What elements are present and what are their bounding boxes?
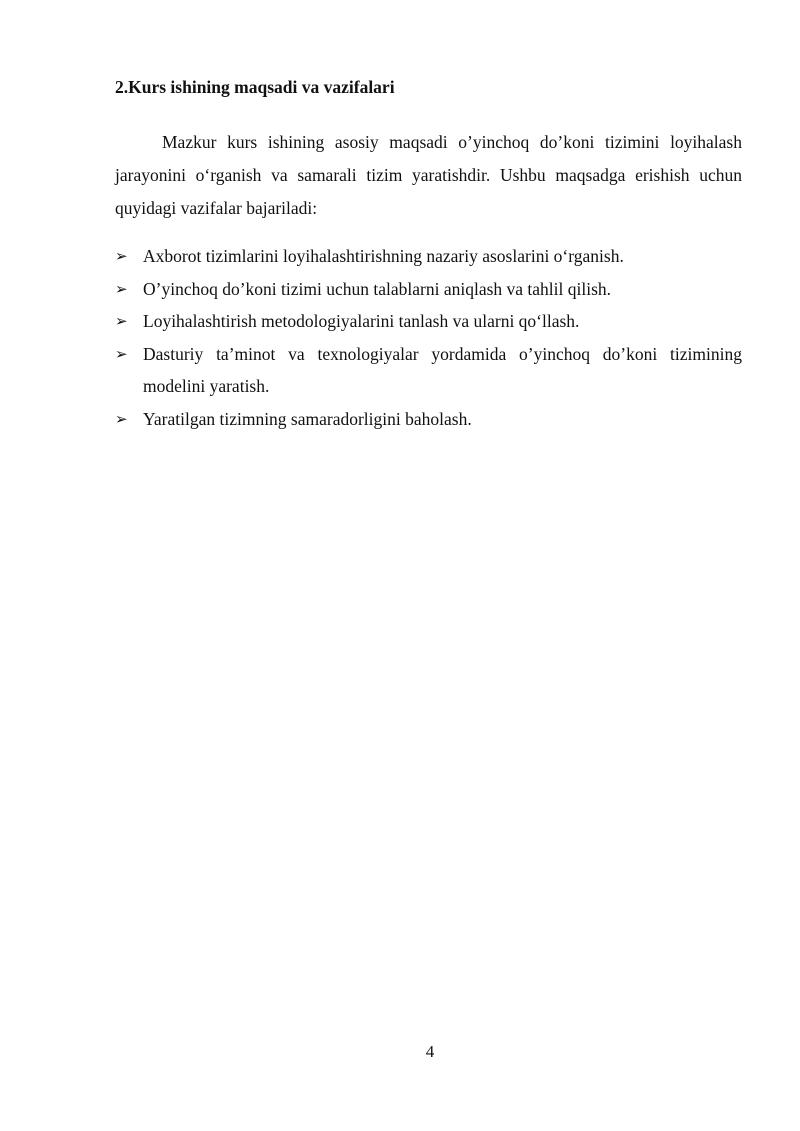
arrow-bullet-icon: ➢: [115, 279, 128, 298]
intro-paragraph: Mazkur kurs ishining asosiy maqsadi o’yinchoq do’koni tizimini loyihalash jarayonini o‘rganish va samarali tizim yaratishdir. Ushbu maqsadga erishish uchun quyidagi vazifalar bajariladi:: [115, 132, 742, 218]
page-number: 4: [425, 1042, 435, 1061]
list-item: [115, 403, 742, 436]
list-item: [115, 338, 742, 403]
task-list: [115, 240, 742, 435]
list-item: [115, 240, 742, 273]
list-item-text: Loyihalashtirish metodologiyalarini tanlash va ularni qo‘llash.: [143, 311, 580, 331]
list-item: [115, 305, 742, 338]
arrow-bullet-icon: ➢: [115, 344, 128, 363]
section-heading: 2.Kurs ishining maqsadi va vazifalari: [115, 77, 395, 97]
list-item-text: Dasturiy ta’minot va texnologiyalar yordamida o’yinchoq do’koni tizimining modelini yaratish.: [143, 343, 742, 396]
arrow-bullet-icon: ➢: [115, 247, 128, 265]
arrow-bullet-icon: ➢: [115, 409, 128, 428]
arrow-bullet-icon: ➢: [115, 312, 128, 330]
list-item: [115, 273, 742, 306]
list-item-text: O’yinchoq do’koni tizimi uchun talablarni aniqlash va tahlil qilish.: [143, 278, 612, 299]
list-item-text: Axborot tizimlarini loyihalashtirishning nazariy asoslarini o‘rganish.: [143, 246, 624, 266]
list-item-text: Yaratilgan tizimning samaradorligini baholash.: [143, 408, 472, 429]
